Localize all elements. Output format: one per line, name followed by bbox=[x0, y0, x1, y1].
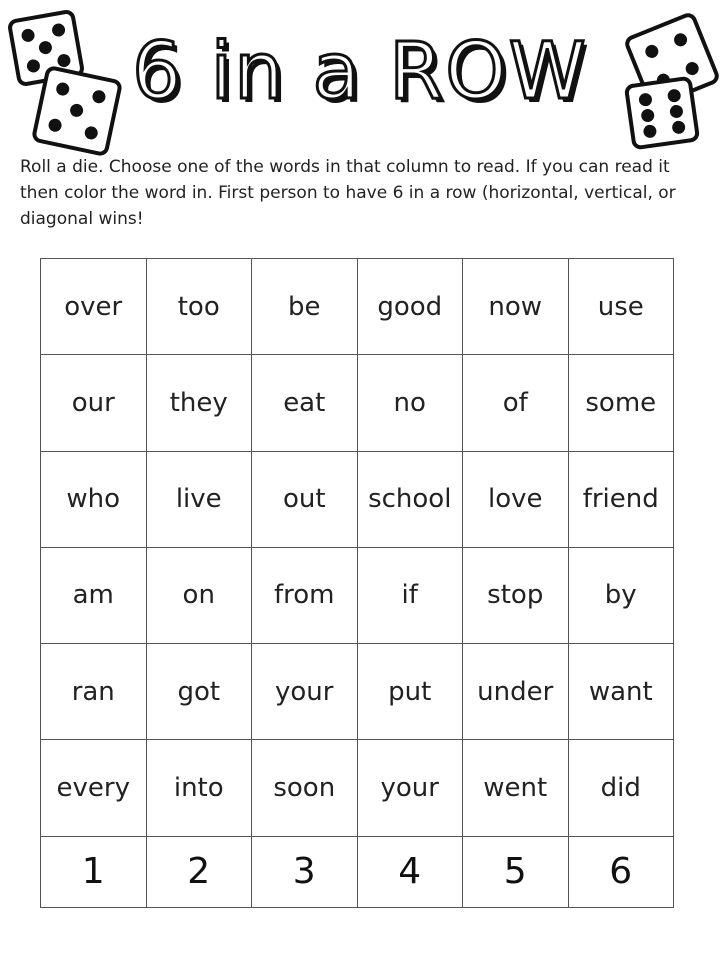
word-cell: soon bbox=[252, 740, 358, 836]
column-number: 2 bbox=[146, 836, 252, 907]
column-number: 4 bbox=[357, 836, 463, 907]
word-cell: on bbox=[146, 547, 252, 643]
word-cell: use bbox=[568, 259, 674, 355]
word-cell: now bbox=[463, 259, 569, 355]
word-cell: who bbox=[41, 451, 147, 547]
die-six-icon bbox=[624, 76, 701, 151]
word-cell: no bbox=[357, 355, 463, 451]
column-number: 6 bbox=[568, 836, 674, 907]
word-cell: of bbox=[463, 355, 569, 451]
word-cell: into bbox=[146, 740, 252, 836]
word-cell: by bbox=[568, 547, 674, 643]
word-cell: love bbox=[463, 451, 569, 547]
word-cell: school bbox=[357, 451, 463, 547]
word-cell: your bbox=[357, 740, 463, 836]
word-cell: ran bbox=[41, 644, 147, 740]
word-cell: over bbox=[41, 259, 147, 355]
grid-row bbox=[41, 740, 674, 836]
word-cell: want bbox=[568, 644, 674, 740]
grid-row bbox=[41, 259, 674, 355]
word-cell: got bbox=[146, 644, 252, 740]
die-five-icon bbox=[31, 65, 124, 158]
word-cell: went bbox=[463, 740, 569, 836]
word-cell: from bbox=[252, 547, 358, 643]
grid-row bbox=[41, 451, 674, 547]
word-cell: under bbox=[463, 644, 569, 740]
word-cell: your bbox=[252, 644, 358, 740]
word-cell: out bbox=[252, 451, 358, 547]
word-cell: friend bbox=[568, 451, 674, 547]
word-cell: every bbox=[41, 740, 147, 836]
column-number: 3 bbox=[252, 836, 358, 907]
word-cell: too bbox=[146, 259, 252, 355]
word-cell: am bbox=[41, 547, 147, 643]
word-cell: stop bbox=[463, 547, 569, 643]
word-cell: put bbox=[357, 644, 463, 740]
column-number: 5 bbox=[463, 836, 569, 907]
page-title: 6 in a ROW bbox=[132, 27, 588, 117]
word-cell: live bbox=[146, 451, 252, 547]
grid-row bbox=[41, 355, 674, 451]
word-cell: eat bbox=[252, 355, 358, 451]
column-number-row bbox=[41, 836, 674, 907]
grid-row bbox=[41, 644, 674, 740]
instructions-text: Roll a die. Choose one of the words in that column to read. If you can read it then color the word in. First person to have 6 in a row (horizontal, vertical, or diagonal wins! bbox=[20, 157, 676, 229]
word-cell: be bbox=[252, 259, 358, 355]
word-cell: some bbox=[568, 355, 674, 451]
word-grid bbox=[40, 258, 674, 908]
column-number: 1 bbox=[41, 836, 147, 907]
word-cell: if bbox=[357, 547, 463, 643]
word-cell: did bbox=[568, 740, 674, 836]
word-cell: they bbox=[146, 355, 252, 451]
word-cell: good bbox=[357, 259, 463, 355]
grid-row bbox=[41, 547, 674, 643]
word-cell: our bbox=[41, 355, 147, 451]
